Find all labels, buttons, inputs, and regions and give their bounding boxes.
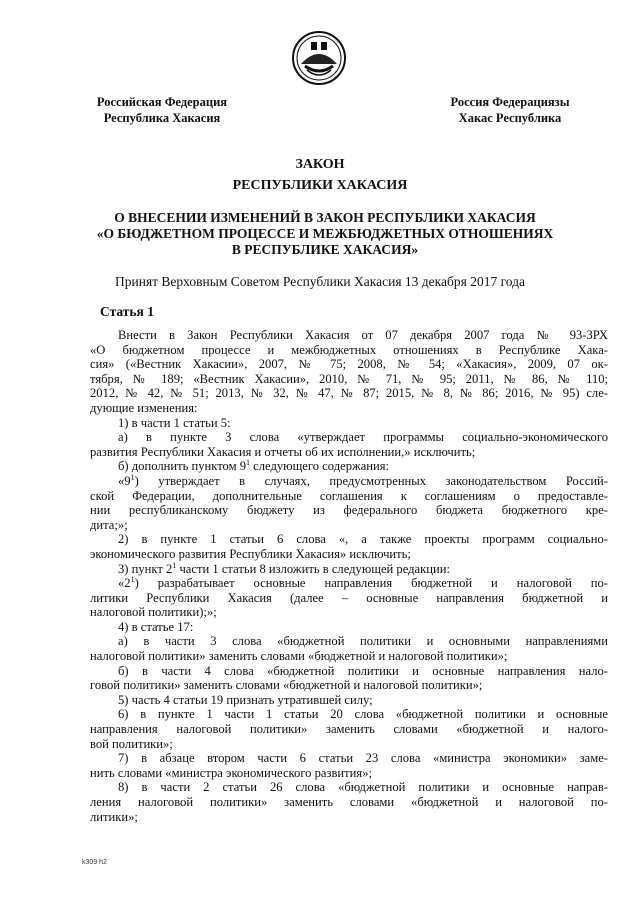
body-line: литики Республики Хакасия (далее – основные направления бюджетной и xyxy=(90,590,608,605)
article-body xyxy=(90,328,608,824)
superscript: 1 xyxy=(130,472,135,482)
header-right xyxy=(410,94,610,126)
body-text: б) дополнить пунктом 9 xyxy=(118,459,247,474)
body-text: «9 xyxy=(118,473,131,488)
body-line xyxy=(90,562,608,577)
body-text: ) утверждает в случаях, предусмотренных законодательством Россий- xyxy=(134,473,608,488)
body-line: 2) в пункте 1 статьи 6 слова «, а также проекты программ социально- xyxy=(118,532,608,547)
header-right-line: Хакас Республика xyxy=(458,111,562,125)
body-line: Внести в Закон Республики Хакасия от 07 декабря 2007 года № 93-ЗРХ xyxy=(118,328,608,342)
body-line: 4) в статье 17: xyxy=(118,619,194,634)
body-line: тября, № 189; «Вестник Хакасии», 2010, № 71, № 95; 2011, № 86, № 110; xyxy=(90,371,608,386)
body-line xyxy=(90,474,608,489)
header-left-line: Российская Федерация xyxy=(96,95,228,109)
body-line: говой политики» заменить словами «бюджетной и налоговой политики»; xyxy=(90,678,483,693)
body-line: б) в части 4 слова «бюджетной политики и основные направления нало- xyxy=(118,663,608,678)
law-title xyxy=(0,154,640,196)
body-text: «2 xyxy=(118,576,131,591)
body-line: вой политики»; xyxy=(90,736,173,751)
body-text: следующего содержания: xyxy=(250,459,390,474)
law-subject-line: О ВНЕСЕНИИ ИЗМЕНЕНИЙ В ЗАКОН РЕСПУБЛИКИ ХАКАСИЯ xyxy=(114,210,536,225)
article-heading: Статья 1 xyxy=(100,304,154,319)
body-line xyxy=(90,459,608,474)
body-line: «О бюджетном процессе и межбюджетных отношениях в Республике Хака- xyxy=(90,342,608,357)
body-line: сия» («Вестник Хакасии», 2007, № 75; 2008, № 54; «Хакасия», 2009, 07 ок- xyxy=(90,357,608,372)
body-line xyxy=(90,576,608,591)
body-line: 6) в пункте 1 части 1 статьи 20 слова «бюджетной политики и основные xyxy=(118,707,608,722)
coat-of-arms-icon xyxy=(291,30,347,86)
body-line: налоговой политики» заменить словами «бюджетной и налоговой политики»; xyxy=(90,649,508,664)
body-line: дита;»; xyxy=(90,517,128,532)
body-line: 1) в части 1 статьи 5: xyxy=(118,415,231,430)
body-line: нить словами «министра экономического развития»; xyxy=(90,765,373,780)
body-line: 8) в части 2 статьи 26 слова «бюджетной политики и основные направ- xyxy=(118,780,608,795)
law-title-line: ЗАКОН xyxy=(295,157,345,172)
law-subject xyxy=(60,210,590,258)
body-line: 2012, № 42, № 51; 2013, № 32, № 47, № 87; 2015, № 8, № 86; 2016, № 95) сле- xyxy=(90,386,608,401)
body-line: 5) часть 4 статьи 19 признать утратившей силу; xyxy=(118,692,373,707)
body-line: 7) в абзаце втором части 6 статьи 23 слова «министра экономики» заме- xyxy=(118,751,608,766)
superscript: 1 xyxy=(130,575,135,585)
law-subject-line: «О БЮДЖЕТНОМ ПРОЦЕССЕ И МЕЖБЮДЖЕТНЫХ ОТНОШЕНИЯХ xyxy=(96,226,554,241)
body-line: развития Республики Хакасия и отчеты об их исполнении,» исключить; xyxy=(90,444,476,459)
header-left-line: Республика Хакасия xyxy=(103,111,221,125)
superscript: 1 xyxy=(246,458,251,468)
body-line: дующие изменения: xyxy=(90,400,198,415)
body-line: экономического развития Республики Хакасия» исключить; xyxy=(90,546,411,561)
body-line: а) в части 3 слова «бюджетной политики и основными направлениями xyxy=(118,634,608,649)
header-left xyxy=(62,94,262,126)
body-line: литики»; xyxy=(90,809,138,824)
body-line: ской Федерации, дополнительные соглашения к соглашениям о предоставле- xyxy=(90,488,608,503)
adoption-note: Принят Верховным Советом Республики Хакасия 13 декабря 2017 года xyxy=(115,274,525,289)
body-line: ления налоговой политики» заменить словами «бюджетной и налоговой по- xyxy=(90,795,608,809)
header-right-line: Россия Федерациязы xyxy=(450,95,570,109)
body-text: ) разрабатывает основные направления бюджетной и налоговой по- xyxy=(134,576,608,591)
law-title-line: РЕСПУБЛИКИ ХАКАСИЯ xyxy=(232,178,408,193)
body-line: а) в пункте 3 слова «утверждает программы социально-экономического xyxy=(118,430,608,445)
law-subject-line: В РЕСПУБЛИКЕ ХАКАСИЯ» xyxy=(231,242,419,257)
body-text: части 1 статьи 8 изложить в следующей редакции: xyxy=(176,561,450,576)
body-line: нии республиканскому бюджету из федерального бюджета бюджетного кре- xyxy=(90,503,608,518)
body-line: налоговой политики);»; xyxy=(90,605,217,620)
body-text: 3) пункт 2 xyxy=(118,561,173,576)
superscript: 1 xyxy=(172,560,177,570)
document-code: k309 h2 xyxy=(82,859,107,866)
body-line: направления налоговой политики» заменить словами «бюджетной и налого- xyxy=(90,722,608,737)
